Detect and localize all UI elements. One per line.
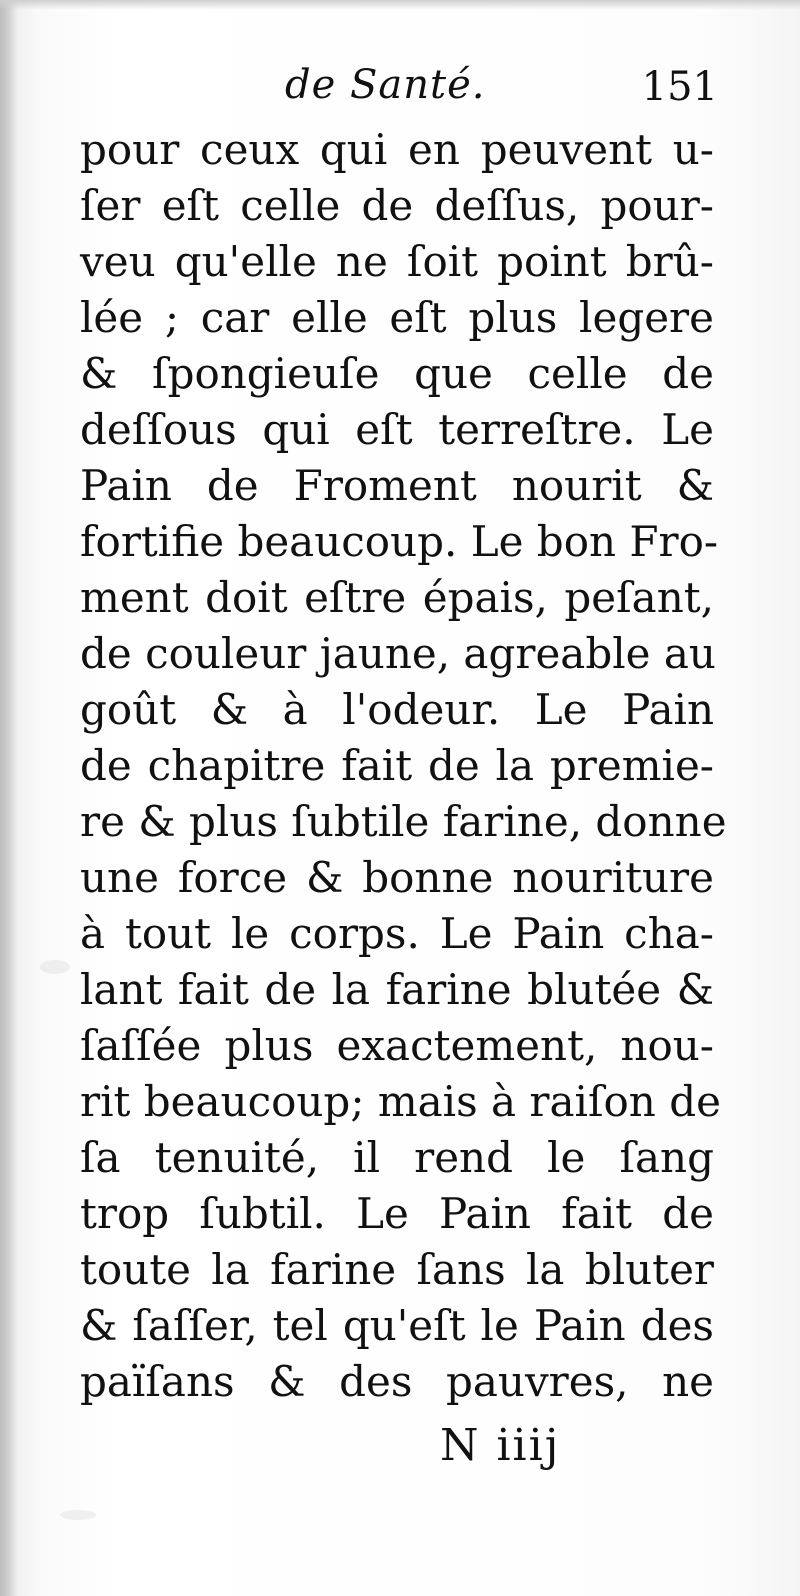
binding-shadow xyxy=(0,0,18,1596)
text-line: & ſpongieuſe que celle de xyxy=(80,349,714,398)
running-head xyxy=(80,62,720,122)
text-line: toute la farine ſans la bluter xyxy=(80,1245,714,1294)
text-line: lant fait de la farine blutée & xyxy=(80,965,714,1014)
text-line: païſans & des pauvres, ne xyxy=(80,1357,714,1406)
text-line: deſſous qui eſt terreſtre. Le xyxy=(80,405,714,454)
body-text xyxy=(80,122,727,1410)
text-line: à tout le corps. Le Pain cha- xyxy=(80,909,714,958)
text-line: & ſaſſer, tel qu'eſt le Pain des xyxy=(80,1301,714,1350)
text-line: ſer eſt celle de deſſus, pour- xyxy=(80,181,714,230)
page-top-edge xyxy=(0,0,800,10)
text-line: de chapitre fait de la premie- xyxy=(80,741,714,790)
signature-row xyxy=(80,1420,714,1480)
text-line: trop ſubtil. Le Pain fait de xyxy=(80,1189,714,1238)
text-line: lée ; car elle eſt plus legere xyxy=(80,293,714,342)
text-line: ſaſſée plus exactement, nou- xyxy=(80,1021,714,1070)
text-line: fortifie beaucoup. Le bon Fro- xyxy=(80,517,719,566)
page-number: 151 xyxy=(641,64,718,110)
text-line: ſa tenuité, il rend le ſang xyxy=(80,1133,714,1182)
running-title: de Santé. xyxy=(285,62,486,108)
text-line: ment doit eſtre épais, peſant, xyxy=(80,573,714,622)
text-line: re & plus ſubtile farine, donne xyxy=(80,797,727,846)
text-line: Pain de Froment nourit & xyxy=(80,461,714,510)
text-line: rit beaucoup; mais à raiſon de xyxy=(80,1077,721,1126)
text-line: une force & bonne nouriture xyxy=(80,853,714,902)
signature-mark: N iiij xyxy=(440,1420,561,1471)
ink-smudge xyxy=(40,960,70,974)
text-line: de couleur jaune, agreable au xyxy=(80,629,716,678)
text-line: veu qu'elle ne ſoit point brû- xyxy=(80,237,714,286)
text-line: pour ceux qui en peuvent u- xyxy=(80,125,714,174)
text-line: goût & à l'odeur. Le Pain xyxy=(80,685,714,734)
ink-smudge xyxy=(60,1510,96,1520)
